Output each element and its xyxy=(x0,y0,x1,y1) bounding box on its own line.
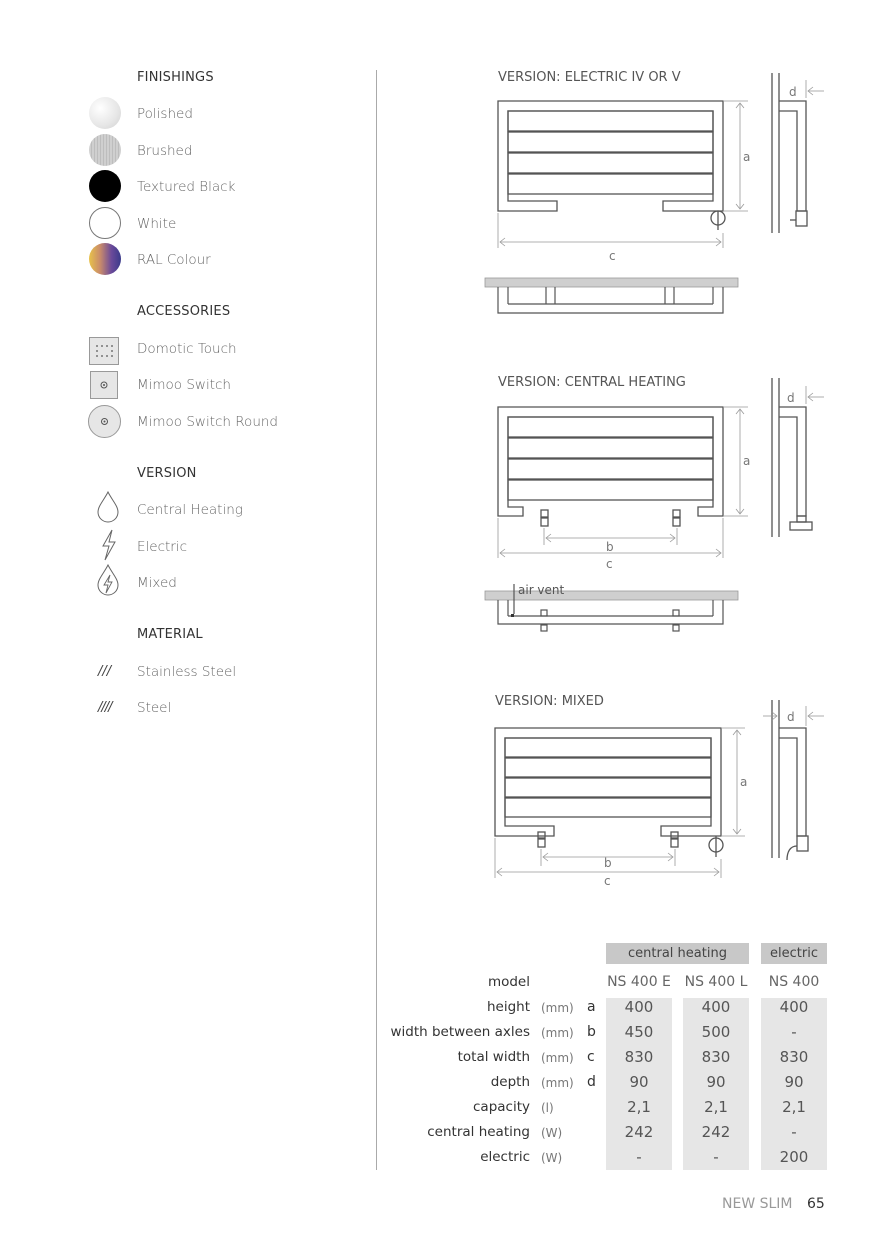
spec-value: 242 xyxy=(701,1123,731,1141)
spec-value: 90 xyxy=(629,1073,649,1091)
central-heating-group-header: central heating xyxy=(628,946,727,961)
textured-black-swatch xyxy=(89,170,121,202)
spec-dim-letter: a xyxy=(587,999,596,1015)
lightning-icon xyxy=(98,528,120,562)
material-steel-label: Steel xyxy=(137,700,172,716)
version-central-label: Central Heating xyxy=(137,502,243,518)
acc-domotic-label: Domotic Touch xyxy=(137,341,237,357)
dim-c-electric: c xyxy=(609,249,616,263)
dim-b-mixed: b xyxy=(604,856,612,870)
dim-c-mixed: c xyxy=(604,874,611,888)
steel-symbol: //// xyxy=(98,700,112,715)
column-divider xyxy=(376,70,377,1170)
spec-value: 400 xyxy=(701,998,731,1016)
dim-d-mixed: d xyxy=(787,710,795,724)
dim-d-electric: d xyxy=(789,85,797,99)
mixed-diagram xyxy=(480,694,840,894)
spec-dim-letter: c xyxy=(587,1049,595,1065)
spec-label: central heating xyxy=(427,1124,530,1140)
material-stainless-label: Stainless Steel xyxy=(137,664,237,680)
spec-dim-letter: b xyxy=(587,1024,596,1040)
dim-c-central: c xyxy=(606,557,613,571)
electric-diagram xyxy=(480,70,840,320)
spec-value: 242 xyxy=(624,1123,654,1141)
finish-textured-black-label: Textured Black xyxy=(137,179,236,195)
material-title: MATERIAL xyxy=(137,627,203,642)
spec-value: 400 xyxy=(624,998,654,1016)
spec-unit: (mm) xyxy=(541,1076,574,1090)
central-heating-diagram xyxy=(480,375,840,635)
model-ns400l: NS 400 L xyxy=(684,974,748,990)
footer-brand: NEW SLIM xyxy=(722,1196,793,1212)
dim-b-central: b xyxy=(606,540,614,554)
accessories-title: ACCESSORIES xyxy=(137,304,231,319)
air-vent-label: air vent xyxy=(518,583,565,597)
drop-lightning-icon xyxy=(95,563,121,597)
polished-swatch xyxy=(89,97,121,129)
stainless-steel-symbol: /// xyxy=(98,664,112,679)
spec-value: 830 xyxy=(701,1048,731,1066)
finish-ral-label: RAL Colour xyxy=(137,252,211,268)
version-title: VERSION xyxy=(137,466,197,481)
spec-value: 830 xyxy=(624,1048,654,1066)
spec-value: 450 xyxy=(624,1023,654,1041)
page-number: 65 xyxy=(807,1196,825,1212)
domotic-touch-icon xyxy=(89,337,119,365)
finish-polished-label: Polished xyxy=(137,106,193,122)
ral-colour-swatch xyxy=(89,243,121,275)
spec-label: total width xyxy=(457,1049,530,1065)
spec-unit: (W) xyxy=(541,1151,563,1165)
spec-label: height xyxy=(486,999,530,1015)
finishings-title: FINISHINGS xyxy=(137,70,214,85)
mixed-diagram-title: VERSION: MIXED xyxy=(495,694,604,709)
spec-value: 90 xyxy=(706,1073,726,1091)
dim-a-electric: a xyxy=(743,150,751,164)
model-label: model xyxy=(487,974,530,990)
white-swatch xyxy=(89,207,121,239)
electric-diagram-title: VERSION: ELECTRIC IV OR V xyxy=(498,70,681,85)
spec-value: 200 xyxy=(779,1148,809,1166)
drop-icon xyxy=(95,490,121,524)
spec-value: - xyxy=(791,1123,797,1141)
spec-value: 2,1 xyxy=(627,1098,651,1116)
spec-value: - xyxy=(713,1148,719,1166)
spec-label: electric xyxy=(480,1149,530,1165)
dim-d-central: d xyxy=(787,391,795,405)
dim-a-central: a xyxy=(743,454,751,468)
spec-label: capacity xyxy=(473,1099,530,1115)
spec-unit: (W) xyxy=(541,1126,563,1140)
spec-value: 400 xyxy=(779,998,809,1016)
spec-value: 2,1 xyxy=(782,1098,806,1116)
spec-value: - xyxy=(791,1023,797,1041)
spec-unit: (mm) xyxy=(541,1001,574,1015)
central-diagram-title: VERSION: CENTRAL HEATING xyxy=(498,375,686,390)
spec-unit: (mm) xyxy=(541,1051,574,1065)
spec-unit: (mm) xyxy=(541,1026,574,1040)
dim-a-mixed: a xyxy=(740,775,748,789)
electric-group-header: electric xyxy=(770,946,818,961)
acc-mimoo-label: Mimoo Switch xyxy=(137,377,231,393)
spec-value: 500 xyxy=(701,1023,731,1041)
finish-brushed-label: Brushed xyxy=(137,143,193,159)
version-electric-label: Electric xyxy=(137,539,188,555)
acc-mimoo-round-label: Mimoo Switch Round xyxy=(137,414,278,430)
spec-value: - xyxy=(636,1148,642,1166)
mimoo-switch-round-icon xyxy=(88,405,121,438)
spec-unit: (l) xyxy=(541,1101,554,1115)
spec-value: 90 xyxy=(784,1073,804,1091)
spec-label: width between axles xyxy=(390,1024,530,1040)
spec-label: depth xyxy=(490,1074,530,1090)
spec-value: 830 xyxy=(779,1048,809,1066)
spec-dim-letter: d xyxy=(587,1074,596,1090)
model-ns400: NS 400 xyxy=(768,974,820,990)
spec-value: 2,1 xyxy=(704,1098,728,1116)
model-ns400e: NS 400 E xyxy=(607,974,671,990)
mimoo-switch-icon xyxy=(90,371,118,399)
brushed-swatch xyxy=(89,134,121,166)
finish-white-label: White xyxy=(137,216,177,232)
version-mixed-label: Mixed xyxy=(137,575,177,591)
